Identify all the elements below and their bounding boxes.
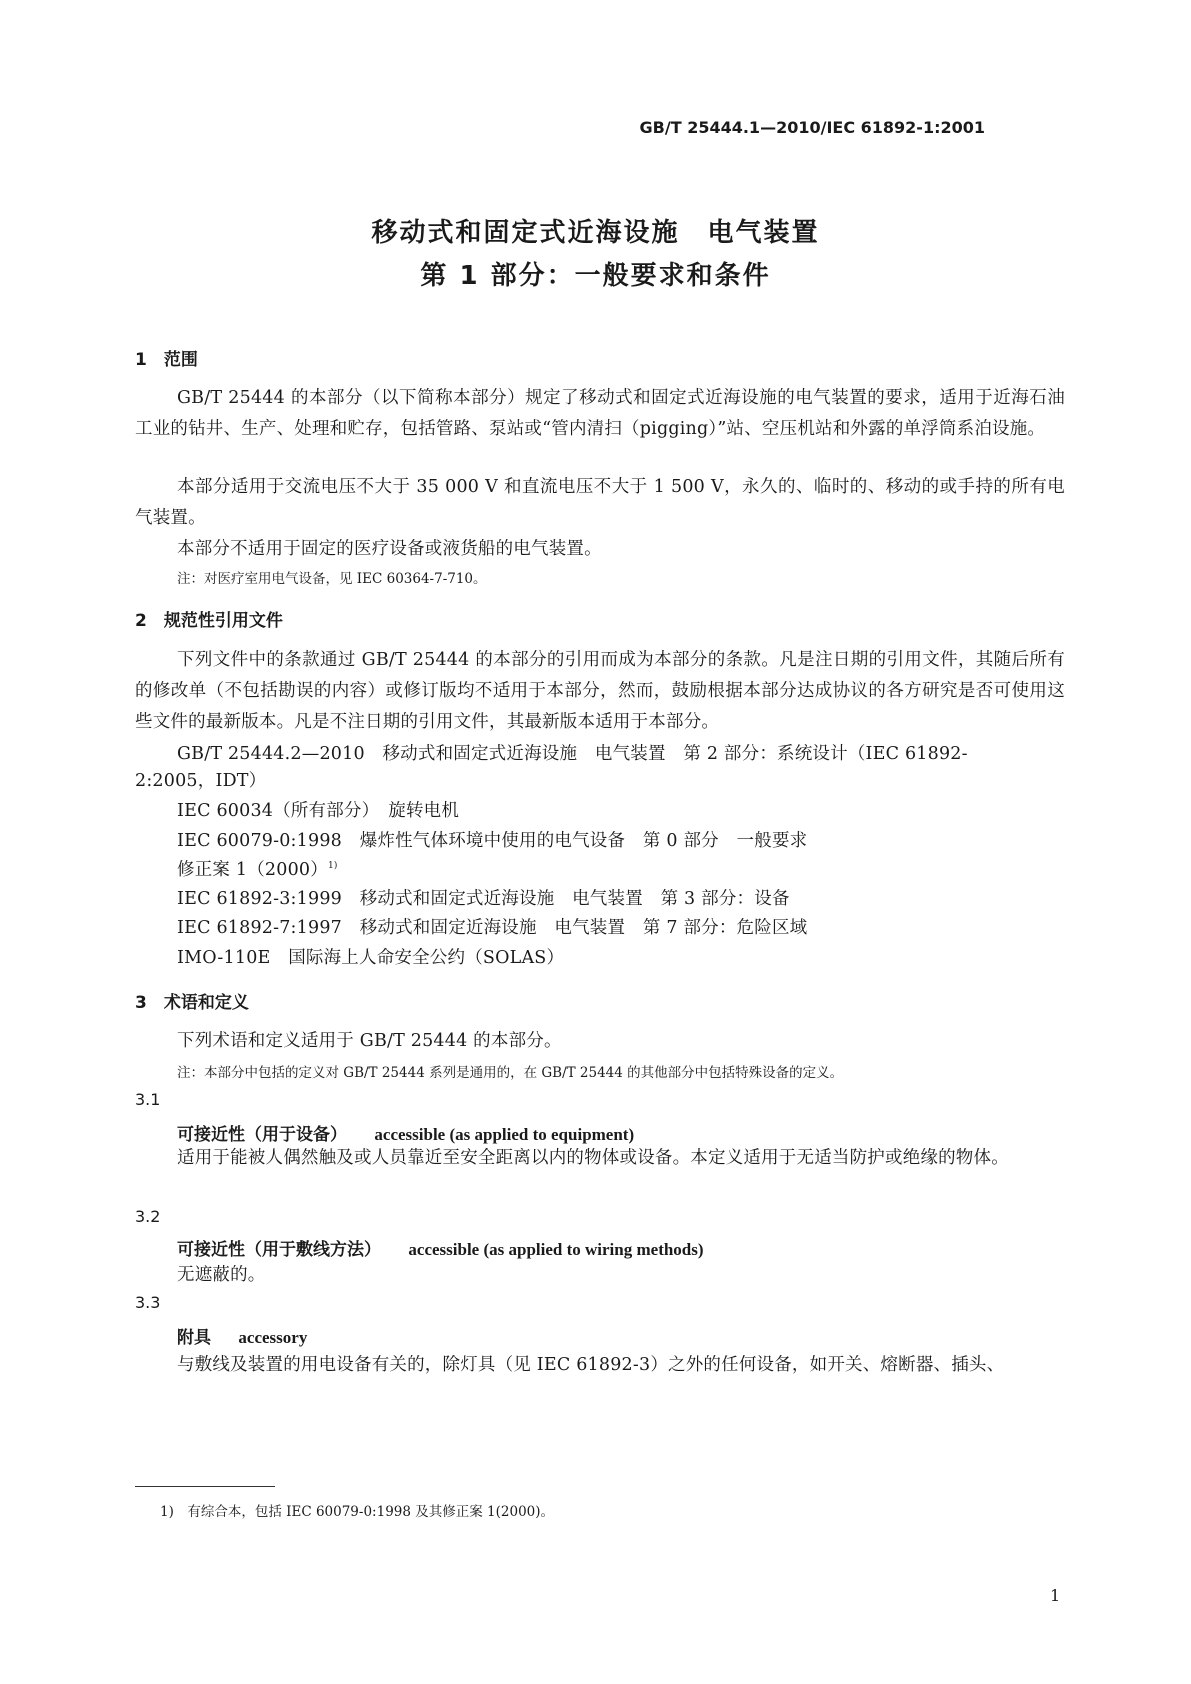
reference-iec-60079-0: IEC 60079-0:1998 爆炸性气体环境中使用的电气设备 第 0 部分 一般要求 [177, 831, 808, 851]
term-3-1-number: 3.1 [135, 1090, 161, 1109]
section-1-paragraph-1: GB/T 25444 的本部分（以下简称本部分）规定了移动式和固定式近海设施的电气装置的要求，适用于近海石油工业的钻井、生产、处理和贮存，包括管路、泵站或“管内清扫（pigging）”站、空压机站和外露的单浮筒系泊设施。 [135, 388, 1065, 439]
title-line-1: 移动式和固定式近海设施 电气装置 [371, 218, 820, 248]
term-3-2-cn: 可接近性（用于敷线方法） [177, 1240, 381, 1260]
footnote-divider [135, 1486, 275, 1487]
section-2-paragraph-1: 下列文件中的条款通过 GB/T 25444 的本部分的引用而成为本部分的条款。凡是注日期的引用文件，其随后所有的修改单（不包括勘误的内容）或修订版均不适用于本部分，然而，鼓励根据本部分达成协议的各方研究是否可使用这些文件的最新版本。凡是不注日期的引用文件，其最新版本适用于本部分。 [135, 650, 1065, 732]
section-1-note: 注：对医疗室用电气设备，见 IEC 60364-7-710。 [177, 571, 487, 587]
section-1-paragraph-2: 本部分适用于交流电压不大于 35 000 V 和直流电压不大于 1 500 V，永久的、临时的、移动的或手持的所有电气装置。 [135, 477, 1065, 528]
term-3-1-title [177, 1120, 634, 1145]
reference-iec-60034: IEC 60034（所有部分） 旋转电机 [177, 801, 460, 821]
reference-gbt-25444-2-continued: 2:2005，IDT） [135, 771, 267, 791]
term-3-3-title [177, 1323, 307, 1348]
page-number: 1 [1050, 1586, 1061, 1605]
term-3-1-cn: 可接近性（用于设备） [177, 1125, 347, 1145]
section-2-heading: 2 规范性引用文件 [135, 611, 283, 631]
reference-amendment [177, 856, 338, 881]
section-3-heading: 3 术语和定义 [135, 993, 249, 1013]
reference-gbt-25444-2: GB/T 25444.2—2010 移动式和固定式近海设施 电气装置 第 2 部分：系统设计（IEC 61892- [177, 744, 968, 764]
reference-iec-61892-7: IEC 61892-7:1997 移动式和固定近海设施 电气装置 第 7 部分：危险区域 [177, 918, 808, 938]
term-3-3-definition: 与敷线及装置的用电设备有关的，除灯具（见 IEC 61892-3）之外的任何设备，如开关、熔断器、插头、 [177, 1355, 1005, 1375]
reference-iec-61892-3: IEC 61892-3:1999 移动式和固定式近海设施 电气装置 第 3 部分：设备 [177, 889, 790, 909]
term-3-1-definition: 适用于能被人偶然触及或人员靠近至安全距离以内的物体或设备。本定义适用于无适当防护或绝缘的物体。 [177, 1148, 1009, 1168]
term-3-2-title [177, 1235, 704, 1260]
reference-imo-110e: IMO-110E 国际海上人命安全公约（SOLAS） [177, 948, 565, 968]
section-3-paragraph-1: 下列术语和定义适用于 GB/T 25444 的本部分。 [177, 1031, 562, 1051]
section-3-note: 注：本部分中包括的定义对 GB/T 25444 系列是通用的，在 GB/T 25444 的其他部分中包括特殊设备的定义。 [177, 1065, 844, 1081]
standard-id: GB/T 25444.1—2010/IEC 61892-1:2001 [639, 118, 985, 137]
section-1-heading: 1 范围 [135, 350, 198, 370]
term-3-3-en: accessory [238, 1328, 308, 1347]
term-3-2-en: accessible (as applied to wiring methods) [408, 1240, 704, 1259]
term-3-3-number: 3.3 [135, 1293, 161, 1312]
term-3-3-cn: 附具 [177, 1328, 211, 1348]
term-3-2-number: 3.2 [135, 1207, 161, 1226]
term-3-1-en: accessible (as applied to equipment) [374, 1125, 635, 1144]
term-3-2-definition: 无遮蔽的。 [177, 1265, 266, 1285]
footnote-text: 1) 有综合本，包括 IEC 60079-0:1998 及其修正案 1(2000)。 [160, 1504, 555, 1520]
title-line-2: 第 1 部分：一般要求和条件 [420, 261, 771, 291]
section-1-paragraph-3: 本部分不适用于固定的医疗设备或液货船的电气装置。 [177, 539, 602, 559]
footnote-marker: 1) [327, 861, 338, 872]
amendment-label: 修正案 1（2000） [177, 860, 328, 880]
